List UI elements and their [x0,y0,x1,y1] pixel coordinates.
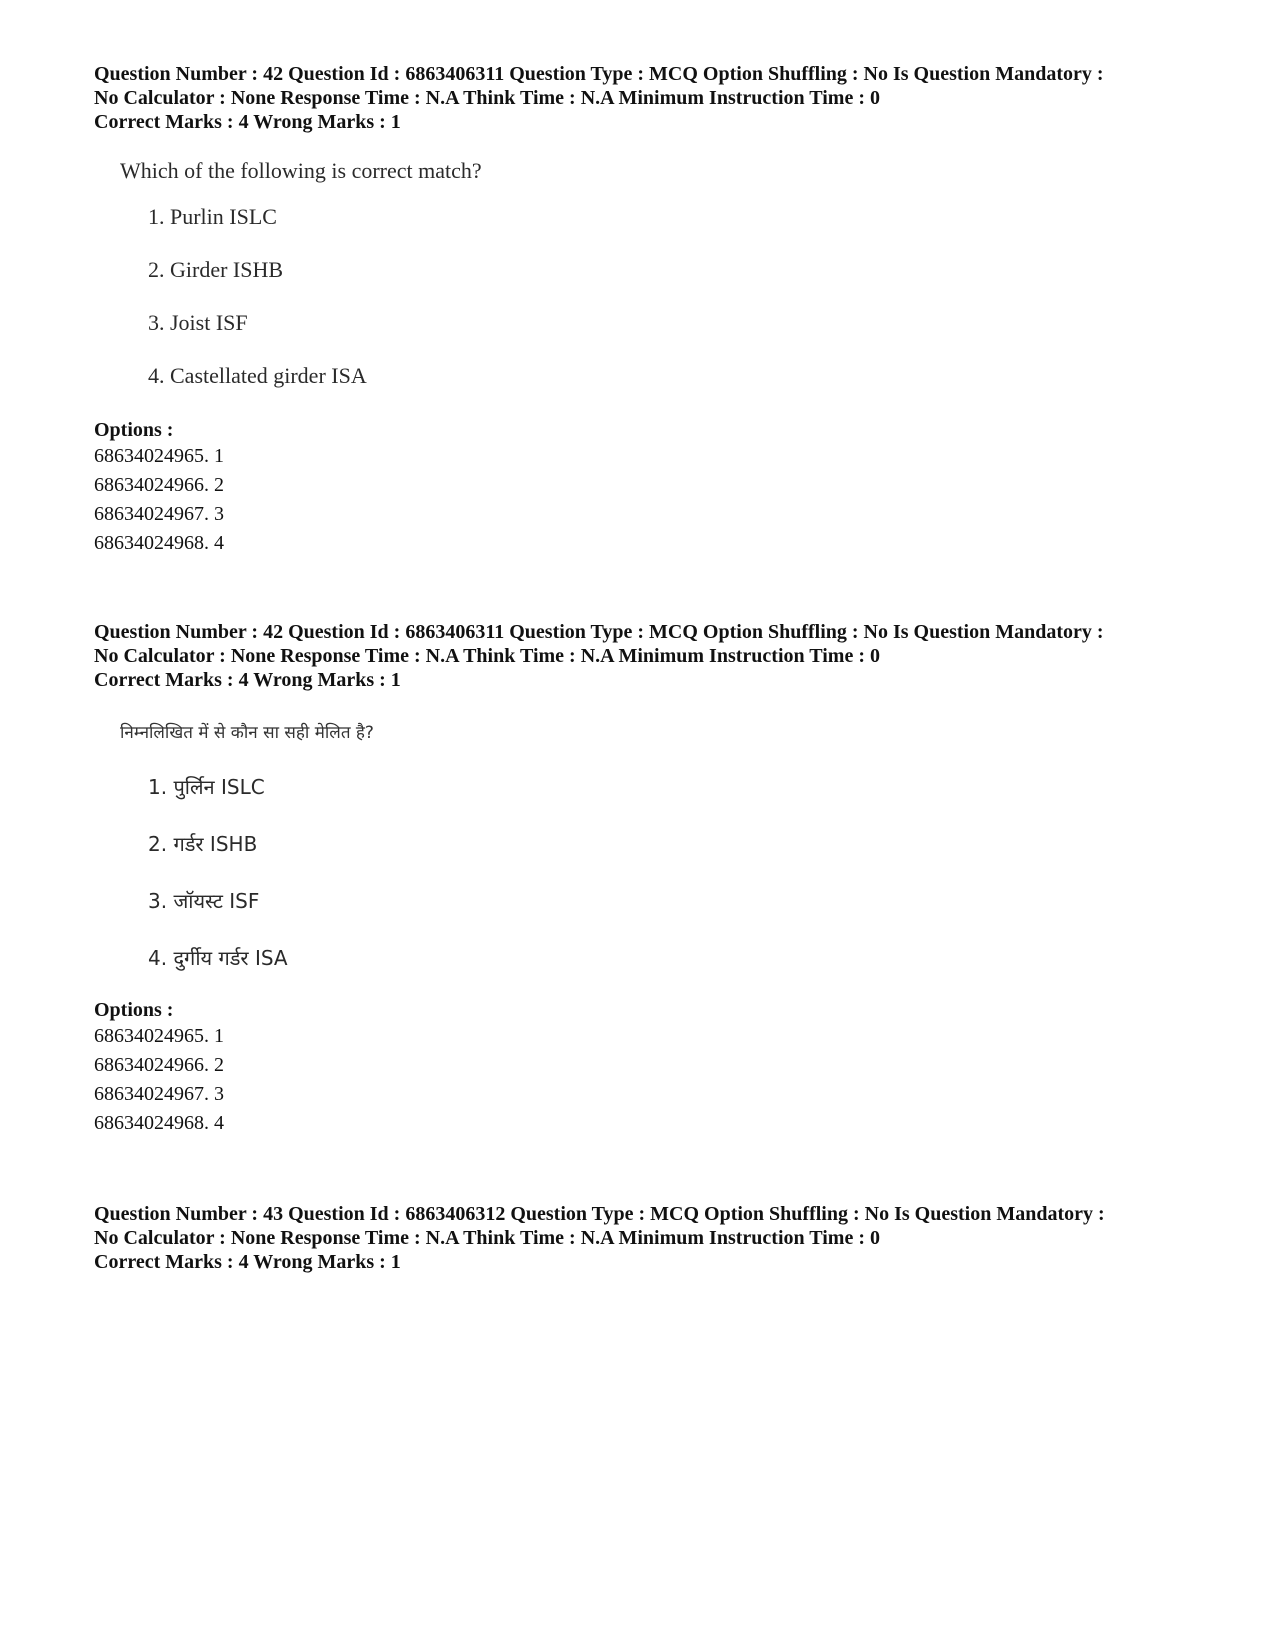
marks-line: Correct Marks : 4 Wrong Marks : 1 [94,111,401,133]
question-meta-line-1: Question Number : 43 Question Id : 6863406312 Question Type : MCQ Option Shuffling : No Is Question Mandatory : [94,1203,1105,1225]
question-meta-line-2: No Calculator : None Response Time : N.A Think Time : N.A Minimum Instruction Time : 0 [94,1227,880,1249]
question-meta-line-1: Question Number : 42 Question Id : 6863406311 Question Type : MCQ Option Shuffling : No Is Question Mandatory : [94,63,1104,85]
option-item: 68634024968. 4 [94,532,224,554]
match-item: 2. Girder ISHB [148,257,284,282]
match-item: 3. Joist ISF [148,310,248,335]
match-item: 2. गर्डर ISHB [148,832,258,856]
option-item: 68634024967. 3 [94,1083,224,1105]
marks-line: Correct Marks : 4 Wrong Marks : 1 [94,1251,401,1273]
question-meta-line-1: Question Number : 42 Question Id : 6863406311 Question Type : MCQ Option Shuffling : No Is Question Mandatory : [94,621,1104,643]
option-item: 68634024967. 3 [94,503,224,525]
question-block-42-hi [94,620,1194,1138]
question-meta-line-2: No Calculator : None Response Time : N.A Think Time : N.A Minimum Instruction Time : 0 [94,645,880,667]
match-item: 1. पुर्लिन ISLC [148,775,265,799]
option-item: 68634024965. 1 [94,445,224,467]
option-item: 68634024966. 2 [94,474,224,496]
match-item: 4. Castellated girder ISA [148,363,367,388]
options-list [94,1022,1194,1138]
question-image [120,720,1194,971]
option-item: 68634024968. 4 [94,1112,224,1134]
option-item: 68634024965. 1 [94,1025,224,1047]
question-block-43 [94,1202,1194,1274]
question-meta-line-2: No Calculator : None Response Time : N.A Think Time : N.A Minimum Instruction Time : 0 [94,87,880,109]
match-item: 4. दुर्गीय गर्डर ISA [148,946,288,970]
match-item-list [120,773,1194,971]
match-item: 3. जॉयस्ट ISF [148,889,260,913]
marks-line: Correct Marks : 4 Wrong Marks : 1 [94,669,401,691]
options-label: Options : [94,999,174,1021]
match-item-list [120,204,1194,389]
question-text: Which of the following is correct match? [120,158,482,183]
question-block-42-en [94,62,1194,558]
question-meta [94,620,1194,692]
question-text: निम्नलिखित में से कौन सा सही मेलित है? [120,723,374,743]
question-image [120,158,1194,389]
option-item: 68634024966. 2 [94,1054,224,1076]
options-label: Options : [94,419,174,441]
question-meta [94,62,1194,134]
match-item: 1. Purlin ISLC [148,204,277,229]
options-list [94,442,1194,558]
question-meta [94,1202,1194,1274]
